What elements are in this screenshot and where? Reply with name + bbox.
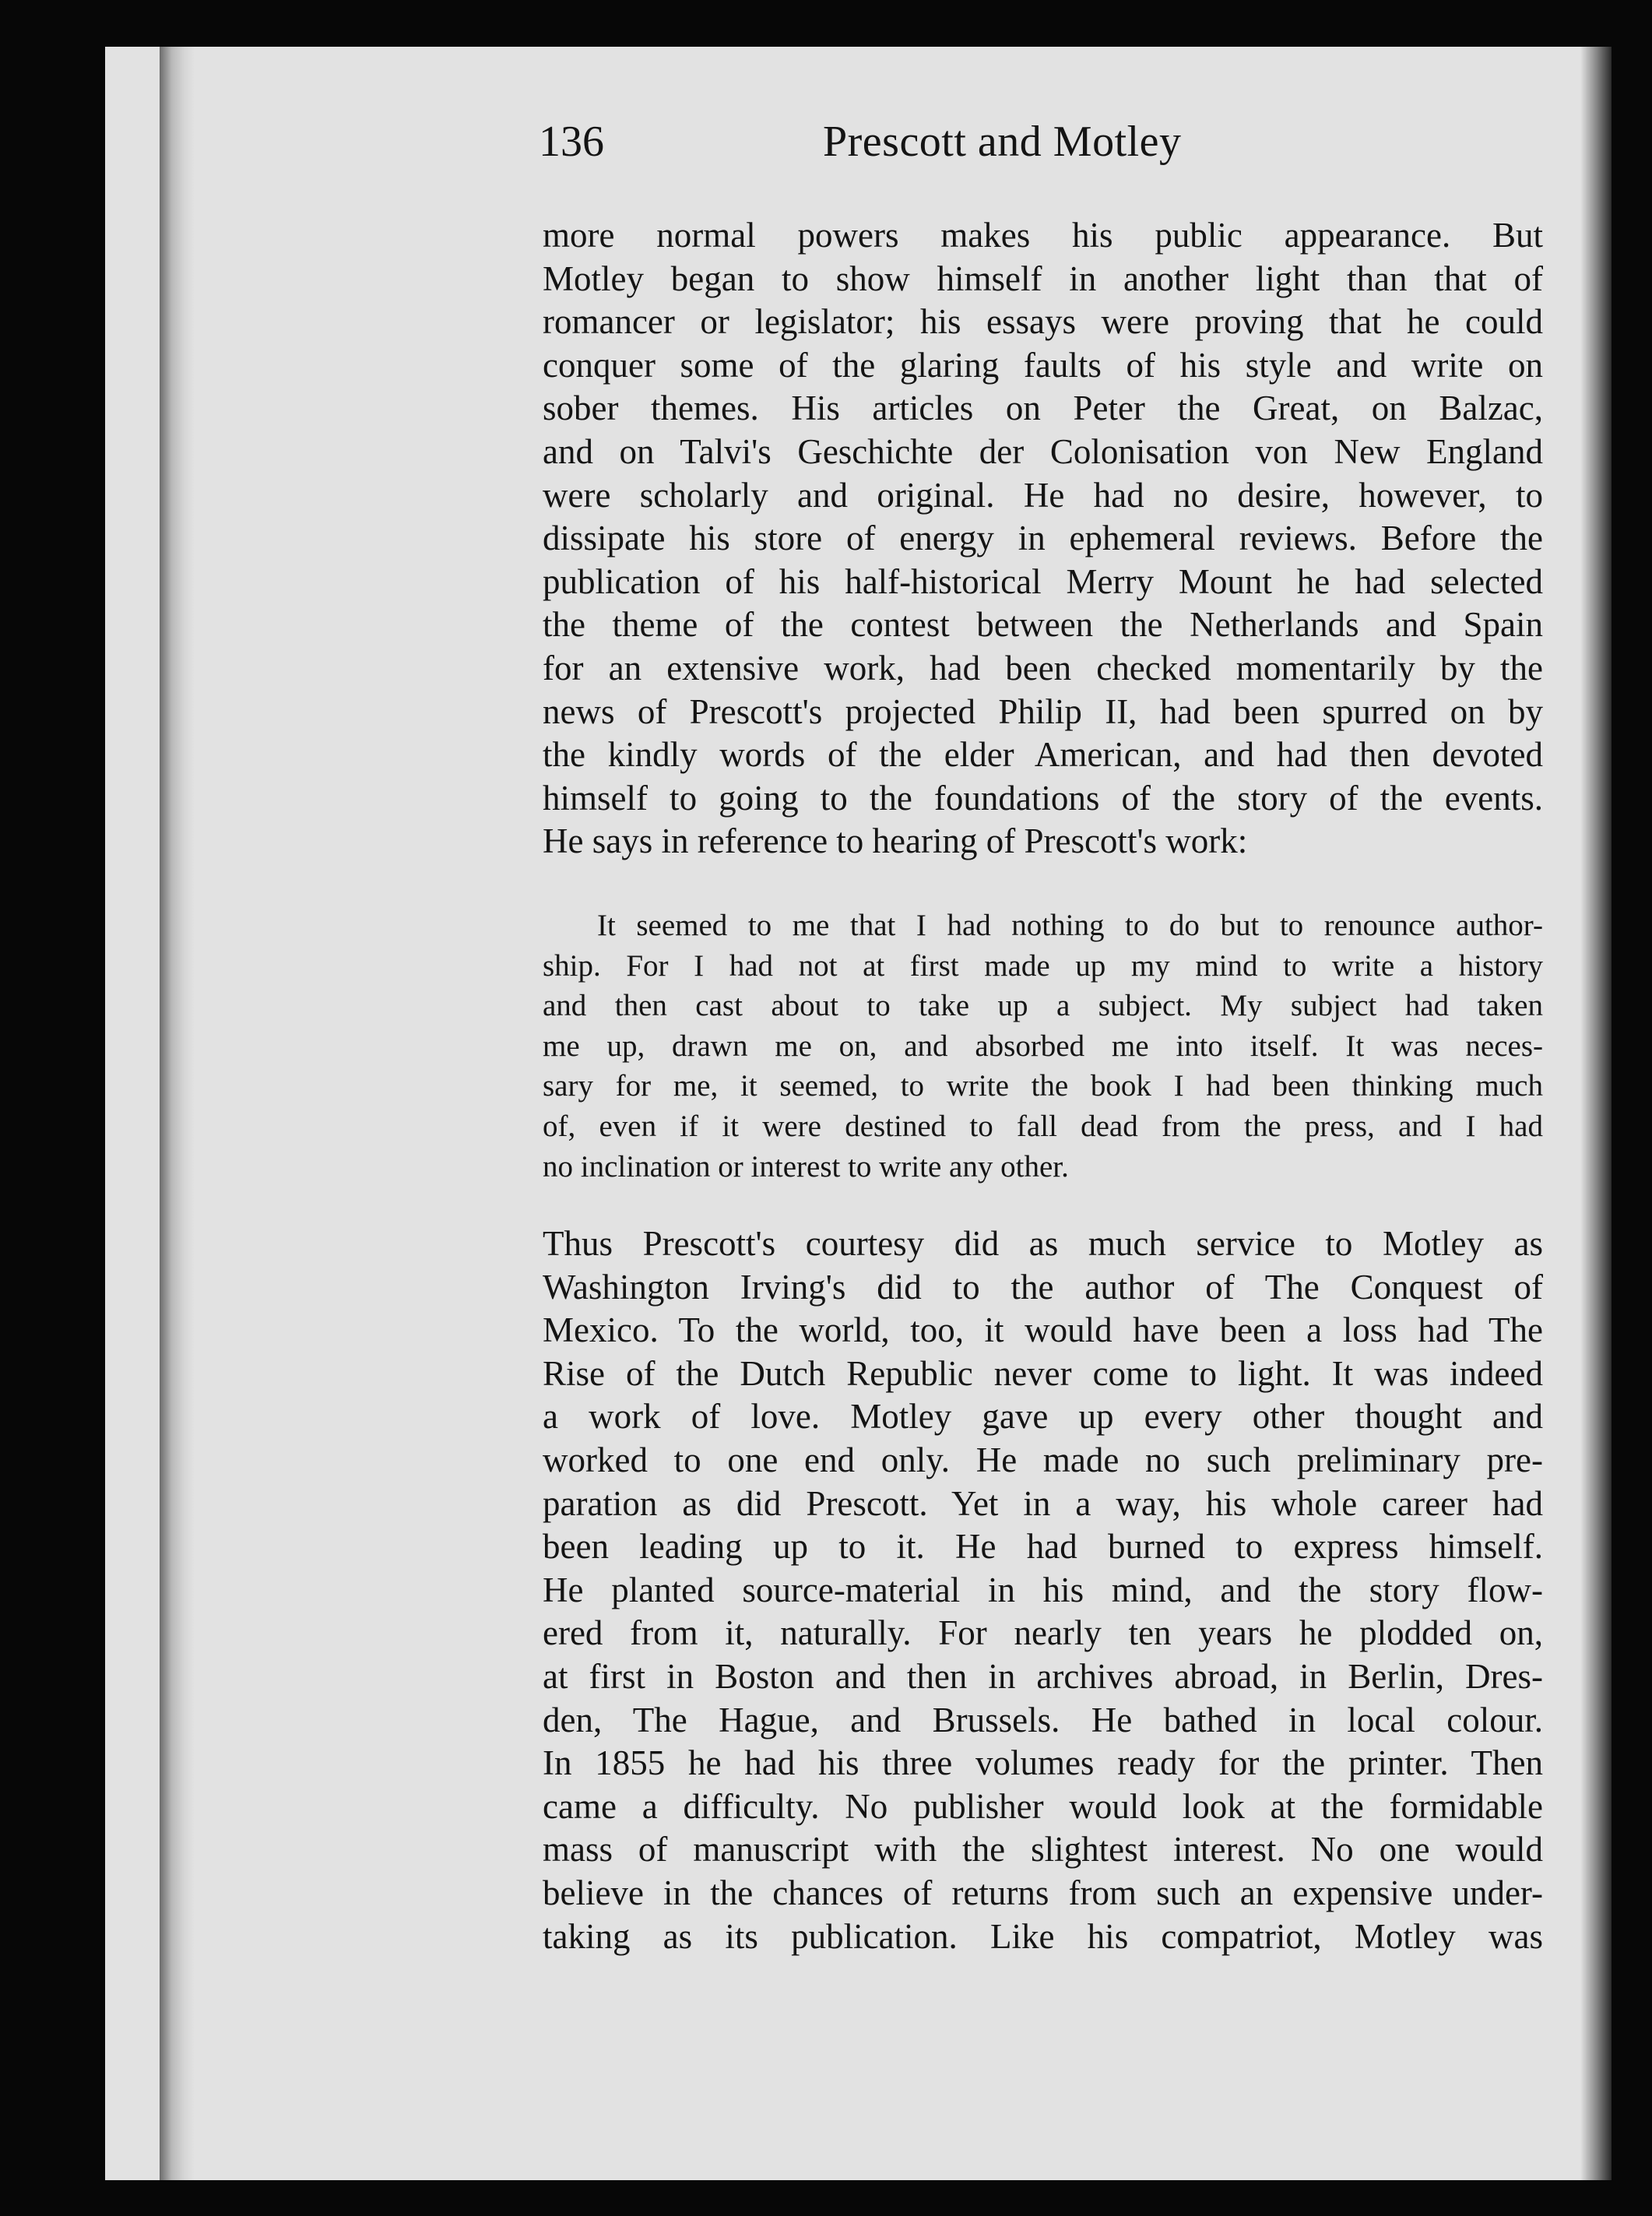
text-line: were scholarly and original. He had no desire, however, to xyxy=(543,475,1543,515)
text-line: romancer or legislator; his essays were proving that he could xyxy=(543,302,1543,342)
text-line: believe in the chances of returns from such an expensive under- xyxy=(543,1873,1543,1912)
text-line: taking as its publication. Like his compatriot, Motley was xyxy=(543,1916,1543,1956)
quote-line: me up, drawn me on, and absorbed me into itself. It was neces- xyxy=(543,1029,1543,1063)
text-line: ered from it, naturally. For nearly ten years he plodded on, xyxy=(543,1613,1543,1653)
text-line: been leading up to it. He had burned to express himself. xyxy=(543,1527,1543,1567)
text-line: conquer some of the glaring faults of his style and write on xyxy=(543,345,1543,385)
text-line: He planted source-material in his mind, and the story flow- xyxy=(543,1570,1543,1609)
text-line: came a difficulty. No publisher would look at the formidable xyxy=(543,1786,1543,1826)
quote-line: ship. For I had not at first made up my mind to write a history xyxy=(543,948,1543,983)
paragraph-2 xyxy=(543,1222,1543,1958)
text-line: more normal powers makes his public appearance. But xyxy=(543,216,1543,255)
quote-line: and then cast about to take up a subject. My subject had taken xyxy=(543,989,1543,1023)
text-line: worked to one end only. He made no such preliminary pre- xyxy=(543,1440,1543,1479)
text-line: den, The Hague, and Brussels. He bathed in local colour. xyxy=(543,1700,1543,1739)
text-line: mass of manuscript with the slightest interest. No one would xyxy=(543,1830,1543,1870)
text-line: himself to going to the foundations of the story of the events. xyxy=(543,778,1543,818)
text-line: Thus Prescott's courtesy did as much service to Motley as xyxy=(543,1224,1543,1263)
text-line: the kindly words of the elder American, and had then devoted xyxy=(543,735,1543,775)
text-line: and on Talvi's Geschichte der Colonisation von New England xyxy=(543,431,1543,471)
quote-line: no inclination or interest to write any other. xyxy=(543,1149,1069,1184)
text-line: Washington Irving's did to the author of The Conquest of xyxy=(543,1267,1543,1307)
running-head xyxy=(539,114,1574,177)
text-line: Rise of the Dutch Republic never come to light. It was indeed xyxy=(543,1353,1543,1393)
paragraph-1 xyxy=(543,214,1543,864)
text-line: dissipate his store of energy in ephemeral reviews. Before the xyxy=(543,519,1543,558)
text-line: Mexico. To the world, too, it would have been a loss had The xyxy=(543,1310,1543,1350)
text-line: at first in Boston and then in archives abroad, in Berlin, Dres- xyxy=(543,1656,1543,1696)
text-line: Motley began to show himself in another light than that of xyxy=(543,259,1543,298)
quote-line: sary for me, it seemed, to write the book I had been thinking much xyxy=(543,1069,1543,1103)
text-line: a work of love. Motley gave up every other thought and xyxy=(543,1397,1543,1437)
quote-line: of, even if it were destined to fall dead from the press, and I had xyxy=(543,1109,1543,1143)
quote-line: It seemed to me that I had nothing to do but to renounce author- xyxy=(597,909,1543,942)
text-line: news of Prescott's projected Philip II, had been spurred on by xyxy=(543,691,1543,731)
text-line: In 1855 he had his three volumes ready for the printer. Then xyxy=(543,1743,1543,1783)
text-line: paration as did Prescott. Yet in a way, his whole career had xyxy=(543,1483,1543,1523)
text-line: for an extensive work, had been checked momentarily by the xyxy=(543,648,1543,688)
text-line: the theme of the contest between the Netherlands and Spain xyxy=(543,605,1543,645)
text-line: sober themes. His articles on Peter the Great, on Balzac, xyxy=(543,389,1543,428)
block-quotation xyxy=(543,906,1543,1187)
page-number: 136 xyxy=(539,118,604,166)
running-title: Prescott and Motley xyxy=(823,118,1182,166)
text-line: publication of his half-historical Merry Mount he had selected xyxy=(543,561,1543,601)
text-line: He says in reference to hearing of Prescott's work: xyxy=(543,821,1248,861)
page-edge-shadow xyxy=(1580,47,1612,2180)
page-gutter-shadow xyxy=(160,47,195,2180)
